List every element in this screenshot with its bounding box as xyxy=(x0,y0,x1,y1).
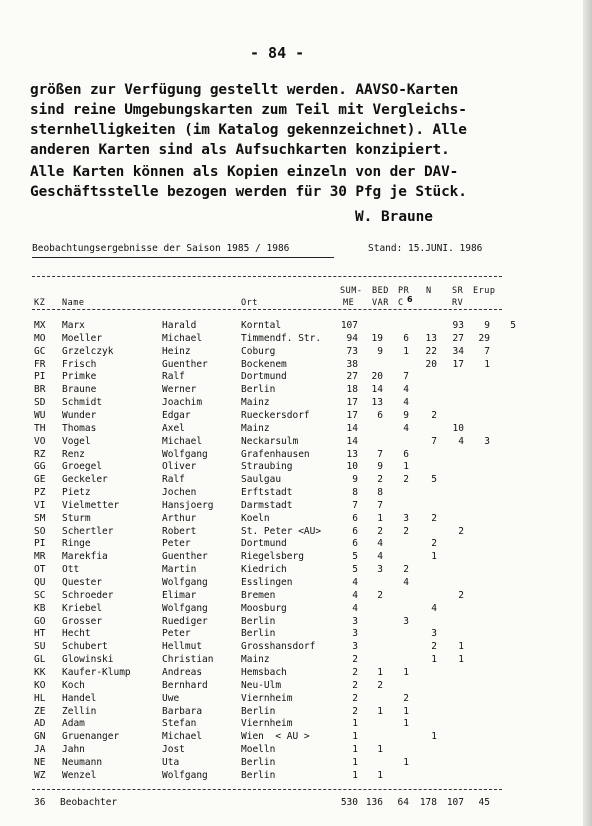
cell-bed: 9 xyxy=(377,461,383,473)
cell-vorname: Michael xyxy=(162,435,203,447)
cell-kz: GG xyxy=(34,461,46,473)
cell-name: Quester xyxy=(62,577,103,588)
cell-n: 5 xyxy=(431,474,437,486)
prose-line-4: anderen Karten sind als Aufsuchkarten konzipiert. xyxy=(30,142,450,158)
cell-kz: NE xyxy=(34,756,46,768)
cell-kz: GE xyxy=(34,474,46,486)
cell-name: Marekfia xyxy=(62,551,108,563)
cell-name: Grzelczyk xyxy=(62,345,114,357)
cell-vorname: Guenther xyxy=(162,551,208,563)
cell-pr: 1 xyxy=(403,461,409,473)
cell-ort: Neckarsulm xyxy=(241,435,299,447)
cell-ort: Berlin xyxy=(241,769,276,781)
header-bed-1: BED xyxy=(372,286,389,296)
cell-vorname: Jochen xyxy=(162,487,197,499)
cell-vorname: Ruediger xyxy=(162,615,208,627)
cell-rv: 9 xyxy=(484,320,490,331)
cell-bed: 1 xyxy=(377,769,383,781)
cell-n: 1 xyxy=(431,731,437,743)
cell-bed: 8 xyxy=(377,487,383,499)
cell-summe: 3 xyxy=(352,615,358,627)
cell-kz: GO xyxy=(34,615,46,627)
cell-ort: Esslingen xyxy=(241,577,293,588)
cell-ort: Moosburg xyxy=(241,602,287,614)
cell-summe: 5 xyxy=(352,564,358,576)
cell-ort: Berlin xyxy=(241,756,276,768)
cell-summe: 9 xyxy=(352,474,358,486)
cell-summe: 1 xyxy=(352,731,358,743)
prose-line-3: sternhelligkeiten (im Katalog gekennzeichnet). Alle xyxy=(30,122,467,138)
cell-summe: 3 xyxy=(352,628,358,640)
cell-vorname: Robert xyxy=(162,525,197,537)
cell-vorname: Wolfgang xyxy=(162,602,208,614)
cell-kz: SC xyxy=(34,589,46,601)
cell-vorname: Heinz xyxy=(162,345,191,357)
cell-sr: 1 xyxy=(458,654,464,666)
cell-ort: Berlin xyxy=(241,615,276,627)
cell-name: Schroeder xyxy=(62,589,114,601)
cell-kz: GL xyxy=(34,654,46,666)
cell-kz: PI xyxy=(34,371,46,383)
cell-name: Wunder xyxy=(62,409,97,421)
cell-kz: PI xyxy=(34,538,46,550)
cell-summe: 73 xyxy=(346,345,358,357)
cell-pr: 1 xyxy=(403,666,409,678)
cell-n: 4 xyxy=(431,602,437,614)
cell-sr: 34 xyxy=(452,345,464,357)
cell-name: Hecht xyxy=(62,628,91,640)
footer-label: Beobachter xyxy=(60,797,118,808)
header-pr-1: PR xyxy=(398,286,410,296)
header-n: N xyxy=(426,286,432,296)
cell-kz: GC xyxy=(34,345,46,357)
cell-kz: JA xyxy=(34,744,46,756)
cell-name: Marx xyxy=(62,320,85,331)
cell-sr: 93 xyxy=(452,320,464,331)
cell-vorname: Wolfgang xyxy=(162,769,208,781)
cell-bed: 1 xyxy=(377,705,383,717)
cell-pr: 1 xyxy=(403,705,409,717)
cell-bed: 1 xyxy=(377,512,383,524)
table-footer-rule xyxy=(32,789,502,790)
cell-summe: 1 xyxy=(352,756,358,768)
header-erup: Erup xyxy=(473,286,496,296)
cell-ort: Mainz xyxy=(241,422,270,434)
cell-name: Adam xyxy=(62,718,85,730)
report-title: Beobachtungsergebnisse der Saison 1985 / 1986 xyxy=(32,243,290,254)
cell-ort: Grafenhausen xyxy=(241,448,310,460)
cell-name: Primke xyxy=(62,371,97,383)
cell-ort: Moelln xyxy=(241,744,276,756)
cell-bed: 7 xyxy=(377,499,383,511)
cell-vorname: Michael xyxy=(162,731,203,743)
cell-pr: 3 xyxy=(403,615,409,627)
cell-name: Vogel xyxy=(62,435,91,447)
cell-vorname: Jost xyxy=(162,744,185,756)
cell-name: Neumann xyxy=(62,756,103,768)
page-number: - 84 - xyxy=(250,44,305,62)
cell-summe: 2 xyxy=(352,705,358,717)
header-ort: Ort xyxy=(241,298,258,308)
cell-ort: St. Peter <AU> xyxy=(241,525,322,537)
cell-ort: Saulgau xyxy=(241,474,282,486)
cell-ort: Riegelsberg xyxy=(241,551,304,563)
cell-n: 2 xyxy=(431,538,437,550)
cell-kz: VO xyxy=(34,435,46,447)
cell-summe: 4 xyxy=(352,577,358,588)
header-kz: KZ xyxy=(34,298,46,308)
cell-pr: 4 xyxy=(403,422,409,434)
table-top-rule xyxy=(32,276,502,277)
cell-summe: 7 xyxy=(352,499,358,511)
cell-summe: 8 xyxy=(352,487,358,499)
cell-name: Sturm xyxy=(62,512,91,524)
cell-vorname: Elimar xyxy=(162,589,197,601)
cell-ort: Neu-Ulm xyxy=(241,679,282,691)
cell-sr: 17 xyxy=(452,358,464,370)
cell-kz: KO xyxy=(34,679,46,691)
cell-ort: Coburg xyxy=(241,345,276,357)
header-bed-2: VAR xyxy=(372,298,389,308)
header-pr-2: C xyxy=(398,298,404,308)
cell-bed: 1 xyxy=(377,744,383,756)
cell-n: 2 xyxy=(431,409,437,421)
cell-name: Schertler xyxy=(62,525,114,537)
cell-vorname: Barbara xyxy=(162,705,203,717)
cell-summe: 14 xyxy=(346,435,358,447)
cell-pr: 4 xyxy=(403,577,409,588)
cell-name: Koch xyxy=(62,679,85,691)
footer-total-rv: 45 xyxy=(478,797,490,808)
cell-ort: Berlin xyxy=(241,628,276,640)
cell-n: 22 xyxy=(425,345,437,357)
cell-kz: QU xyxy=(34,577,46,588)
cell-vorname: Wolfgang xyxy=(162,577,208,588)
cell-vorname: Ralf xyxy=(162,474,185,486)
footer-count: 36 xyxy=(34,797,46,808)
cell-summe: 1 xyxy=(352,718,358,730)
cell-summe: 38 xyxy=(346,358,358,370)
cell-name: Frisch xyxy=(62,358,97,370)
cell-ort: Dortmund xyxy=(241,538,287,550)
cell-kz: HT xyxy=(34,628,46,640)
header-summe-2: ME xyxy=(343,298,355,308)
cell-vorname: Ralf xyxy=(162,371,185,383)
title-underline xyxy=(32,257,334,258)
cell-bed: 13 xyxy=(371,397,383,409)
cell-bed: 9 xyxy=(377,345,383,357)
cell-bed: 4 xyxy=(377,538,383,550)
cell-n: 7 xyxy=(431,435,437,447)
cell-name: Grosser xyxy=(62,615,103,627)
cell-summe: 94 xyxy=(346,332,358,344)
handwritten-note: 6 xyxy=(407,295,413,304)
cell-pr: 1 xyxy=(403,718,409,730)
cell-kz: GN xyxy=(34,731,46,743)
footer-total-sr: 107 xyxy=(446,797,464,808)
cell-rv: 3 xyxy=(484,435,490,447)
prose-line-6: Geschäftsstelle bezogen werden für 30 Pfg je Stück. xyxy=(30,184,467,200)
cell-bed: 7 xyxy=(377,448,383,460)
table-header-rule xyxy=(32,309,502,310)
cell-name: Kriebel xyxy=(62,602,103,614)
cell-vorname: Hellmut xyxy=(162,641,203,653)
cell-kz: SD xyxy=(34,397,46,409)
cell-pr: 4 xyxy=(403,397,409,409)
cell-kz: SM xyxy=(34,512,46,524)
header-name: Name xyxy=(62,298,85,308)
prose-line-5: Alle Karten können als Kopien einzeln von der DAV- xyxy=(30,164,459,180)
cell-name: Vielmetter xyxy=(62,499,120,511)
cell-pr: 2 xyxy=(403,525,409,537)
cell-n: 2 xyxy=(431,641,437,653)
cell-summe: 17 xyxy=(346,397,358,409)
cell-vorname: Stefan xyxy=(162,718,197,730)
cell-summe: 1 xyxy=(352,769,358,781)
cell-name: Zellin xyxy=(62,705,97,717)
cell-vorname: Christian xyxy=(162,654,214,666)
cell-summe: 17 xyxy=(346,409,358,421)
footer-total-n: 178 xyxy=(419,797,437,808)
cell-summe: 2 xyxy=(352,692,358,704)
cell-sr: 2 xyxy=(458,589,464,601)
cell-summe: 1 xyxy=(352,744,358,756)
cell-summe: 14 xyxy=(346,422,358,434)
cell-ort: Dortmund xyxy=(241,371,287,383)
cell-ort: Hemsbach xyxy=(241,666,287,678)
cell-summe: 2 xyxy=(352,654,358,666)
cell-vorname: Harald xyxy=(162,320,197,331)
header-summe-1: SUM- xyxy=(340,286,363,296)
cell-name: Pietz xyxy=(62,487,91,499)
cell-bed: 14 xyxy=(371,384,383,396)
cell-name: Thomas xyxy=(62,422,97,434)
cell-kz: HL xyxy=(34,692,46,704)
cell-summe: 6 xyxy=(352,525,358,537)
cell-ort: Koeln xyxy=(241,512,270,524)
cell-summe: 2 xyxy=(352,679,358,691)
cell-pr: 7 xyxy=(403,371,409,383)
cell-kz: RZ xyxy=(34,448,46,460)
cell-kz: WZ xyxy=(34,769,46,781)
cell-kz: ZE xyxy=(34,705,46,717)
cell-summe: 5 xyxy=(352,551,358,563)
cell-pr: 2 xyxy=(403,564,409,576)
cell-ort: Viernheim xyxy=(241,692,293,704)
cell-name: Braune xyxy=(62,384,97,396)
cell-pr: 1 xyxy=(403,756,409,768)
cell-name: Kaufer-Klump xyxy=(62,666,131,678)
cell-pr: 6 xyxy=(403,332,409,344)
cell-ort: Berlin xyxy=(241,384,276,396)
cell-vorname: Edgar xyxy=(162,409,191,421)
footer-total-pr: 64 xyxy=(397,797,409,808)
cell-pr: 3 xyxy=(403,512,409,524)
cell-erup: 5 xyxy=(510,320,516,331)
header-sr-2: RV xyxy=(452,298,464,308)
cell-sr: 27 xyxy=(452,332,464,344)
cell-kz: SO xyxy=(34,525,46,537)
cell-kz: KB xyxy=(34,602,46,614)
cell-ort: Straubing xyxy=(241,461,293,473)
cell-name: Groegel xyxy=(62,461,103,473)
cell-bed: 2 xyxy=(377,589,383,601)
page-edge-shadow xyxy=(583,0,592,826)
cell-kz: SU xyxy=(34,641,46,653)
cell-pr: 6 xyxy=(403,448,409,460)
cell-vorname: Oliver xyxy=(162,461,197,473)
cell-vorname: Martin xyxy=(162,564,197,576)
cell-name: Schmidt xyxy=(62,397,103,409)
cell-summe: 4 xyxy=(352,602,358,614)
cell-pr: 4 xyxy=(403,384,409,396)
cell-kz: PZ xyxy=(34,487,46,499)
cell-bed: 3 xyxy=(377,564,383,576)
cell-name: Gruenanger xyxy=(62,731,120,743)
cell-name: Renz xyxy=(62,448,85,460)
cell-kz: VI xyxy=(34,499,46,511)
cell-vorname: Arthur xyxy=(162,512,197,524)
cell-kz: AD xyxy=(34,718,46,730)
cell-rv: 1 xyxy=(484,358,490,370)
cell-ort: Korntal xyxy=(241,320,282,331)
cell-kz: FR xyxy=(34,358,46,370)
header-sr-1: SR xyxy=(452,286,464,296)
cell-n: 3 xyxy=(431,628,437,640)
cell-vorname: Bernhard xyxy=(162,679,208,691)
cell-bed: 1 xyxy=(377,666,383,678)
cell-summe: 107 xyxy=(340,320,358,331)
cell-vorname: Axel xyxy=(162,422,185,434)
cell-ort: Erftstadt xyxy=(241,487,293,499)
cell-summe: 4 xyxy=(352,589,358,601)
cell-pr: 2 xyxy=(403,474,409,486)
footer-total-bed: 136 xyxy=(365,797,383,808)
cell-ort: Mainz xyxy=(241,397,270,409)
cell-summe: 6 xyxy=(352,512,358,524)
cell-vorname: Michael xyxy=(162,332,203,344)
cell-n: 13 xyxy=(425,332,437,344)
cell-name: Moeller xyxy=(62,332,103,344)
cell-ort: Viernheim xyxy=(241,718,293,730)
cell-vorname: Uwe xyxy=(162,692,180,704)
signature-author: W. Braune xyxy=(355,209,433,225)
cell-vorname: Guenther xyxy=(162,358,208,370)
cell-name: Glowinski xyxy=(62,654,114,666)
cell-summe: 10 xyxy=(346,461,358,473)
cell-ort: Grosshansdorf xyxy=(241,641,316,653)
cell-ort: Bremen xyxy=(241,589,276,601)
cell-name: Geckeler xyxy=(62,474,108,486)
cell-ort: Darmstadt xyxy=(241,499,293,511)
cell-name: Handel xyxy=(62,692,97,704)
cell-vorname: Joachim xyxy=(162,397,203,409)
cell-sr: 4 xyxy=(458,435,464,447)
cell-vorname: Andreas xyxy=(162,666,203,678)
cell-name: Ott xyxy=(62,564,80,576)
cell-name: Schubert xyxy=(62,641,108,653)
footer-total-summe: 530 xyxy=(340,797,358,808)
cell-n: 20 xyxy=(425,358,437,370)
cell-vorname: Peter xyxy=(162,628,191,640)
cell-pr: 9 xyxy=(403,409,409,421)
cell-bed: 2 xyxy=(377,679,383,691)
prose-line-2: sind reine Umgebungskarten zum Teil mit Vergleichs- xyxy=(30,102,467,118)
cell-kz: MO xyxy=(34,332,46,344)
cell-summe: 27 xyxy=(346,371,358,383)
cell-vorname: Wolfgang xyxy=(162,448,208,460)
cell-n: 2 xyxy=(431,512,437,524)
cell-kz: KK xyxy=(34,666,46,678)
cell-vorname: Peter xyxy=(162,538,191,550)
cell-bed: 19 xyxy=(371,332,383,344)
cell-n: 1 xyxy=(431,551,437,563)
cell-vorname: Werner xyxy=(162,384,197,396)
cell-name: Jahn xyxy=(62,744,85,756)
cell-rv: 7 xyxy=(484,345,490,357)
report-stand-date: Stand: 15.JUNI. 1986 xyxy=(368,243,483,254)
cell-sr: 1 xyxy=(458,641,464,653)
cell-summe: 6 xyxy=(352,538,358,550)
cell-bed: 2 xyxy=(377,474,383,486)
cell-vorname: Hansjoerg xyxy=(162,499,214,511)
cell-ort: Bockenem xyxy=(241,358,287,370)
cell-summe: 18 xyxy=(346,384,358,396)
cell-rv: 29 xyxy=(478,332,490,344)
cell-sr: 10 xyxy=(452,422,464,434)
cell-kz: BR xyxy=(34,384,46,396)
cell-summe: 3 xyxy=(352,641,358,653)
cell-ort: Mainz xyxy=(241,654,270,666)
cell-summe: 13 xyxy=(346,448,358,460)
cell-name: Ringe xyxy=(62,538,91,550)
cell-bed: 6 xyxy=(377,409,383,421)
cell-ort: Berlin xyxy=(241,705,276,717)
cell-kz: MR xyxy=(34,551,46,563)
cell-ort: Kiedrich xyxy=(241,564,287,576)
cell-bed: 4 xyxy=(377,551,383,563)
cell-vorname: Uta xyxy=(162,756,180,768)
cell-summe: 2 xyxy=(352,666,358,678)
cell-name: Wenzel xyxy=(62,769,97,781)
cell-kz: WU xyxy=(34,409,46,421)
cell-kz: OT xyxy=(34,564,46,576)
cell-bed: 2 xyxy=(377,525,383,537)
cell-n: 1 xyxy=(431,654,437,666)
cell-pr: 1 xyxy=(403,345,409,357)
cell-sr: 2 xyxy=(458,525,464,537)
cell-ort: Timmendf. Str. xyxy=(241,332,322,344)
cell-kz: TH xyxy=(34,422,46,434)
cell-pr: 2 xyxy=(403,692,409,704)
cell-bed: 20 xyxy=(371,371,383,383)
cell-ort: Wien < AU > xyxy=(241,731,310,743)
cell-kz: MX xyxy=(34,320,46,331)
prose-line-1: größen zur Verfügung gestellt werden. AAVSO-Karten xyxy=(30,82,459,98)
cell-ort: Rueckersdorf xyxy=(241,409,310,421)
